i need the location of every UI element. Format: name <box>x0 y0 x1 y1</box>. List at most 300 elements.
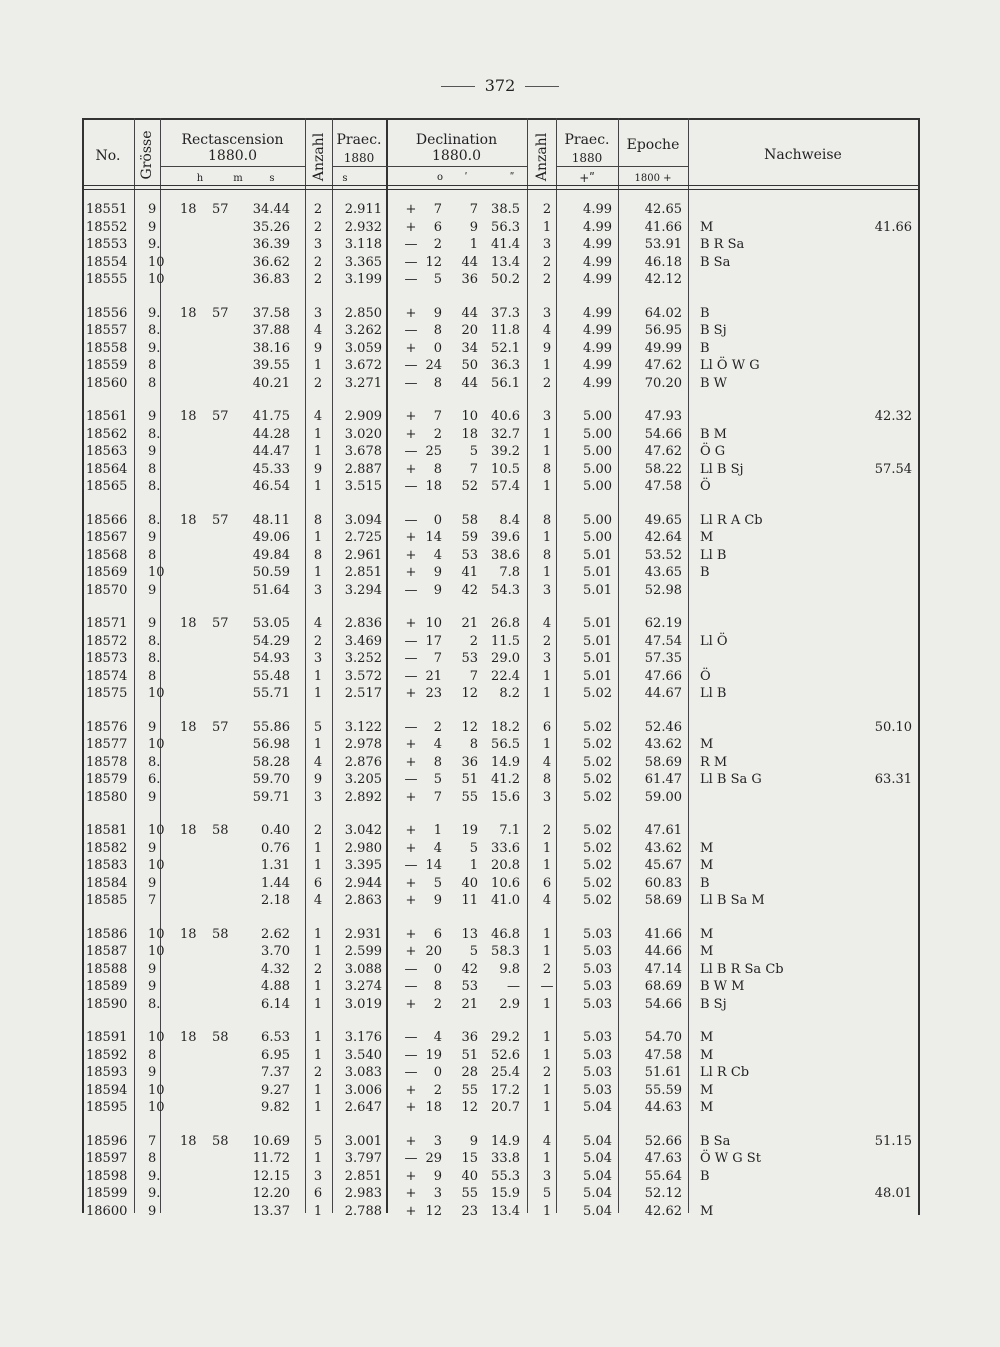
header-ra-unit-m: m <box>233 173 243 184</box>
cell-anzahl: 1 <box>313 1151 323 1166</box>
cell-no: 18588 <box>86 961 128 977</box>
cell-praec-decl: 5.01 <box>583 668 612 684</box>
cell-praec-decl: 4.99 <box>583 340 612 356</box>
cell-decl-sec: 41.2 <box>491 772 520 787</box>
cell-praec-ra: 2.725 <box>344 530 382 545</box>
cell-decl-sec: 29.2 <box>491 1030 520 1045</box>
cell-epoche: 60.83 <box>644 875 682 891</box>
cell-no: 18578 <box>86 754 128 770</box>
cell-decl-min: 53 <box>461 547 478 563</box>
cell-decl-min: 15 <box>461 1151 478 1166</box>
cell-decl-sec: — <box>507 979 520 994</box>
cell-groesse: 10 <box>148 926 165 942</box>
cell-decl-sign: + <box>405 754 417 770</box>
cell-decl-deg: 23 <box>425 686 442 701</box>
cell-praec-ra: 2.978 <box>344 737 382 752</box>
cell-decl-sign: + <box>405 875 417 891</box>
cell-epoche: 46.18 <box>644 254 682 270</box>
cell-praec-decl: 5.02 <box>583 737 612 752</box>
cell-praec-decl: 5.04 <box>583 1100 612 1115</box>
cell-epoche: 56.95 <box>644 323 682 338</box>
cell-decl-sign: + <box>405 840 417 856</box>
cell-decl-min: 18 <box>461 426 478 442</box>
cell-decl-deg: 21 <box>425 668 442 684</box>
header-decl-epoch: 1880.0 <box>432 148 481 164</box>
cell-praec-ra: 3.271 <box>344 375 382 391</box>
cell-anzahl-2: 8 <box>542 547 552 563</box>
cell-anzahl: 6 <box>313 1186 323 1201</box>
cell-praec-decl: 5.02 <box>583 875 612 891</box>
cell-epoche: 55.64 <box>644 1168 682 1184</box>
cell-decl-deg: 2 <box>433 1082 442 1098</box>
page-number <box>0 76 1000 95</box>
cell-praec-ra: 3.059 <box>344 340 382 356</box>
cell-ra-s: 48.11 <box>252 512 290 528</box>
cell-no: 18563 <box>86 444 128 459</box>
cell-anzahl: 1 <box>313 979 323 994</box>
cell-no: 18586 <box>86 926 128 942</box>
cell-decl-deg: 2 <box>433 996 442 1012</box>
cell-epoche: 62.19 <box>644 616 682 631</box>
header-praec-ra: Praec. <box>336 132 382 148</box>
cell-decl-sign: — <box>404 858 418 873</box>
header-no: No. <box>95 148 121 164</box>
cell-decl-min: 9 <box>469 1133 478 1149</box>
cell-decl-sec: 8.2 <box>499 686 520 701</box>
cell-nachweise: Ll B Sj <box>700 461 744 477</box>
cell-no: 18577 <box>86 737 128 752</box>
header-decl-unit-min: ʹ <box>464 172 468 183</box>
cell-decl-sec: 39.6 <box>491 530 520 545</box>
cell-epoche: 52.66 <box>644 1133 682 1149</box>
cell-decl-deg: 6 <box>433 219 442 235</box>
cell-ra-s: 13.37 <box>252 1203 290 1219</box>
cell-no: 18582 <box>86 840 128 856</box>
cell-decl-sec: 25.4 <box>491 1065 520 1080</box>
cell-decl-min: 51 <box>461 1047 478 1063</box>
cell-decl-deg: 9 <box>433 565 442 580</box>
cell-groesse: 9 <box>148 1065 157 1080</box>
cell-no: 18552 <box>86 219 128 235</box>
cell-praec-decl: 5.01 <box>583 547 612 563</box>
cell-decl-sign: — <box>404 1151 418 1166</box>
cell-ra-s: 45.33 <box>252 461 290 477</box>
cell-ra-s: 40.21 <box>252 375 290 391</box>
cell-praec-ra: 2.944 <box>344 875 382 891</box>
cell-groesse: 10 <box>148 565 165 580</box>
cell-no: 18571 <box>86 616 128 631</box>
cell-anzahl-2: 4 <box>542 616 552 631</box>
cell-praec-decl: 5.03 <box>583 926 612 942</box>
cell-praec-decl: 4.99 <box>583 237 612 252</box>
cell-anzahl: 2 <box>313 219 323 235</box>
cell-decl-sign: + <box>405 1186 417 1201</box>
cell-decl-sec: 56.5 <box>491 737 520 752</box>
cell-decl-sign: + <box>405 1082 417 1098</box>
cell-decl-min: 7 <box>469 668 478 684</box>
cell-nachweise: M <box>700 1030 714 1045</box>
cell-ra-m: 58 <box>212 1133 229 1149</box>
cell-decl-sign: — <box>404 375 418 391</box>
cell-ra-s: 54.93 <box>252 651 290 666</box>
cell-nachweise: Ll Ö <box>700 633 728 649</box>
cell-decl-min: 5 <box>469 444 478 459</box>
cell-anzahl-2: 1 <box>542 1047 552 1063</box>
cell-anzahl-2: 2 <box>542 961 552 977</box>
cell-ra-h: 18 <box>180 512 197 528</box>
cell-anzahl-2: 1 <box>542 1100 552 1115</box>
cell-praec-decl: 5.03 <box>583 944 612 959</box>
cell-no: 18600 <box>86 1203 128 1219</box>
cell-nachweise: M <box>700 1100 714 1115</box>
cell-epoche: 47.62 <box>644 358 682 373</box>
cell-decl-sec: 50.2 <box>491 272 520 287</box>
cell-nachweise: Ll B Sa G <box>700 772 762 787</box>
cell-praec-ra: 2.932 <box>344 219 382 235</box>
cell-groesse: 9 <box>148 219 157 235</box>
cell-decl-sec: 38.5 <box>491 202 520 217</box>
cell-epoche: 54.66 <box>644 996 682 1012</box>
cell-decl-deg: 18 <box>425 1100 442 1115</box>
cell-praec-ra: 3.006 <box>344 1082 382 1098</box>
cell-groesse: 8. <box>148 651 161 666</box>
cell-nachweise: M <box>700 840 714 856</box>
cell-anzahl-2: 8 <box>542 512 552 528</box>
cell-anzahl-2: 1 <box>542 530 552 545</box>
cell-groesse: 8 <box>148 461 157 477</box>
cell-ra-h: 18 <box>180 1030 197 1045</box>
praec-decl-unit-rule <box>556 166 688 167</box>
cell-ra-s: 58.28 <box>252 754 290 770</box>
cell-ra-s: 3.70 <box>261 944 290 959</box>
cell-anzahl: 1 <box>313 530 323 545</box>
cell-anzahl-2: 1 <box>542 1203 552 1219</box>
cell-decl-sign: — <box>404 323 418 338</box>
cell-praec-ra: 2.961 <box>344 547 382 563</box>
cell-epoche: 44.67 <box>644 686 682 701</box>
cell-decl-deg: 9 <box>433 582 442 598</box>
cell-groesse: 10 <box>148 272 165 287</box>
cell-no: 18595 <box>86 1100 128 1115</box>
cell-decl-sign: — <box>404 479 418 494</box>
cell-praec-decl: 5.01 <box>583 633 612 649</box>
header-decl-title: Declination <box>415 132 498 148</box>
cell-anzahl: 6 <box>313 875 323 891</box>
cell-extra-epoche: 41.66 <box>874 219 912 235</box>
cell-no: 18559 <box>86 358 128 373</box>
cell-ra-h: 18 <box>180 305 197 321</box>
cell-praec-ra: 2.876 <box>344 754 382 770</box>
cell-no: 18587 <box>86 944 128 959</box>
cell-groesse: 9 <box>148 530 157 545</box>
cell-decl-min: 44 <box>461 375 478 391</box>
cell-groesse: 9. <box>148 237 161 252</box>
cell-anzahl-2: 1 <box>542 1030 552 1045</box>
cell-epoche: 55.59 <box>644 1082 682 1098</box>
cell-extra-epoche: 63.31 <box>874 772 912 787</box>
cell-decl-sec: 38.6 <box>491 547 520 563</box>
cell-ra-s: 54.29 <box>252 633 290 649</box>
cell-decl-min: 9 <box>469 219 478 235</box>
cell-praec-ra: 2.851 <box>344 1168 382 1184</box>
cell-decl-sec: 10.5 <box>491 461 520 477</box>
cell-groesse: 9. <box>148 305 161 321</box>
cell-ra-s: 1.44 <box>261 875 290 891</box>
cell-decl-min: 8 <box>469 737 478 752</box>
cell-anzahl-2: — <box>540 979 554 994</box>
cell-praec-ra: 3.199 <box>344 272 382 287</box>
cell-praec-ra: 3.118 <box>344 237 382 252</box>
cell-decl-deg: 8 <box>433 323 442 338</box>
cell-praec-decl: 4.99 <box>583 323 612 338</box>
cell-epoche: 42.65 <box>644 202 682 217</box>
cell-praec-ra: 2.892 <box>344 789 382 805</box>
cell-nachweise: M <box>700 944 714 959</box>
cell-praec-ra: 3.122 <box>344 719 382 735</box>
cell-decl-sign: + <box>405 823 417 838</box>
cell-no: 18553 <box>86 237 128 252</box>
cell-ra-s: 6.14 <box>261 996 290 1012</box>
cell-decl-min: 34 <box>461 340 478 356</box>
cell-anzahl: 3 <box>313 237 323 252</box>
cell-decl-deg: 7 <box>433 651 442 666</box>
cell-praec-ra: 3.678 <box>344 444 382 459</box>
cell-nachweise: B Sa <box>700 254 731 270</box>
cell-no: 18565 <box>86 479 128 494</box>
cell-anzahl-2: 1 <box>542 668 552 684</box>
cell-anzahl: 2 <box>313 823 323 838</box>
cell-anzahl: 1 <box>313 426 323 442</box>
cell-anzahl: 1 <box>313 926 323 942</box>
cell-ra-h: 18 <box>180 1133 197 1149</box>
cell-decl-min: 12 <box>461 719 478 735</box>
cell-epoche: 49.99 <box>644 340 682 356</box>
cell-decl-min: 44 <box>461 254 478 270</box>
cell-epoche: 47.61 <box>644 823 682 838</box>
header-decl-unit-sec: ʺ <box>509 172 515 183</box>
cell-no: 18585 <box>86 893 128 908</box>
cell-decl-deg: 8 <box>433 754 442 770</box>
cell-decl-min: 20 <box>461 323 478 338</box>
cell-decl-min: 42 <box>461 582 478 598</box>
header-groesse: Grösse <box>139 130 155 180</box>
cell-decl-min: 36 <box>461 754 478 770</box>
cell-praec-ra: 3.294 <box>344 582 382 598</box>
cell-decl-sec: 9.8 <box>499 961 520 977</box>
cell-nachweise: M <box>700 858 714 873</box>
cell-ra-s: 36.39 <box>252 237 290 252</box>
cell-epoche: 47.62 <box>644 444 682 459</box>
cell-praec-decl: 5.00 <box>583 409 612 424</box>
cell-praec-decl: 5.02 <box>583 823 612 838</box>
cell-decl-sec: 37.3 <box>491 305 520 321</box>
cell-epoche: 51.61 <box>644 1065 682 1080</box>
cell-praec-ra: 2.931 <box>344 926 382 942</box>
cell-decl-deg: 9 <box>433 305 442 321</box>
cell-groesse: 9 <box>148 961 157 977</box>
cell-anzahl: 4 <box>313 754 323 770</box>
cell-decl-deg: 18 <box>425 479 442 494</box>
cell-no: 18599 <box>86 1186 128 1201</box>
cell-praec-ra: 2.850 <box>344 305 382 321</box>
cell-ra-s: 7.37 <box>261 1065 290 1080</box>
cell-groesse: 10 <box>148 737 165 752</box>
cell-praec-decl: 5.03 <box>583 996 612 1012</box>
cell-no: 18569 <box>86 565 128 580</box>
header-ra-unit-h: h <box>196 173 204 184</box>
cell-groesse: 9 <box>148 875 157 891</box>
cell-decl-min: 19 <box>461 823 478 838</box>
cell-groesse: 9 <box>148 202 157 217</box>
cell-decl-sign: — <box>404 651 418 666</box>
cell-praec-decl: 5.03 <box>583 1047 612 1063</box>
cell-decl-min: 21 <box>461 996 478 1012</box>
cell-ra-s: 38.16 <box>252 340 290 356</box>
cell-decl-sec: 33.6 <box>491 840 520 856</box>
cell-epoche: 47.54 <box>644 633 682 649</box>
cell-decl-sign: — <box>404 254 418 270</box>
cell-ra-s: 12.15 <box>252 1168 290 1184</box>
cell-praec-decl: 4.99 <box>583 305 612 321</box>
cell-ra-h: 18 <box>180 409 197 424</box>
cell-anzahl: 1 <box>313 1100 323 1115</box>
cell-decl-deg: 0 <box>433 1065 442 1080</box>
cell-anzahl-2: 2 <box>542 823 552 838</box>
cell-decl-sign: + <box>405 926 417 942</box>
cell-groesse: 8 <box>148 547 157 563</box>
cell-decl-sign: — <box>404 444 418 459</box>
cell-no: 18597 <box>86 1151 128 1166</box>
cell-anzahl-2: 1 <box>542 944 552 959</box>
cell-praec-ra: 2.980 <box>344 840 382 856</box>
cell-ra-s: 12.20 <box>252 1186 290 1201</box>
col-sep-anzahl <box>332 118 333 1213</box>
cell-no: 18594 <box>86 1082 128 1098</box>
cell-no: 18568 <box>86 547 128 563</box>
cell-praec-ra: 3.365 <box>344 254 382 270</box>
cell-groesse: 9 <box>148 840 157 856</box>
cell-groesse: 9 <box>148 719 157 735</box>
cell-praec-ra: 3.001 <box>344 1133 382 1149</box>
cell-nachweise: B <box>700 1168 710 1184</box>
cell-decl-deg: 29 <box>425 1151 442 1166</box>
cell-praec-ra: 2.887 <box>344 461 382 477</box>
cell-decl-min: 13 <box>461 926 478 942</box>
cell-anzahl-2: 4 <box>542 1133 552 1149</box>
cell-no: 18581 <box>86 823 128 838</box>
cell-anzahl: 1 <box>313 565 323 580</box>
cell-decl-min: 53 <box>461 979 478 994</box>
cell-decl-min: 55 <box>461 1186 478 1201</box>
cell-no: 18558 <box>86 340 128 356</box>
cell-praec-decl: 5.02 <box>583 789 612 805</box>
cell-decl-sec: 39.2 <box>491 444 520 459</box>
cell-anzahl: 9 <box>313 772 323 787</box>
cell-ra-m: 57 <box>212 409 229 424</box>
cell-decl-deg: 3 <box>433 1186 442 1201</box>
cell-anzahl: 1 <box>313 737 323 752</box>
cell-ra-s: 36.62 <box>252 254 290 270</box>
cell-decl-sign: + <box>405 616 417 631</box>
cell-ra-m: 57 <box>212 202 229 217</box>
cell-decl-sec: 2.9 <box>499 996 520 1012</box>
cell-epoche: 57.35 <box>644 651 682 666</box>
cell-decl-min: 1 <box>469 237 478 252</box>
cell-ra-h: 18 <box>180 823 197 838</box>
cell-ra-s: 44.47 <box>252 444 290 459</box>
cell-praec-ra: 2.517 <box>344 686 382 701</box>
col-sep-decl <box>527 118 528 1213</box>
cell-no: 18598 <box>86 1168 128 1184</box>
cell-praec-ra: 2.788 <box>344 1203 382 1219</box>
cell-groesse: 8 <box>148 358 157 373</box>
col-sep-praec-ra <box>386 118 388 1213</box>
cell-praec-ra: 3.672 <box>344 358 382 373</box>
cell-ra-h: 18 <box>180 719 197 735</box>
cell-decl-sign: + <box>405 996 417 1012</box>
cell-praec-decl: 5.03 <box>583 1030 612 1045</box>
cell-praec-ra: 3.274 <box>344 979 382 994</box>
cell-decl-sec: 15.9 <box>491 1186 520 1201</box>
cell-epoche: 42.64 <box>644 530 682 545</box>
cell-anzahl-2: 4 <box>542 893 552 908</box>
cell-praec-decl: 5.03 <box>583 1065 612 1080</box>
cell-nachweise: B W <box>700 375 728 391</box>
cell-decl-sign: + <box>405 565 417 580</box>
cell-praec-ra: 3.252 <box>344 651 382 666</box>
cell-decl-sign: — <box>404 1030 418 1045</box>
cell-decl-sec: 46.8 <box>491 926 520 942</box>
cell-anzahl-2: 5 <box>542 1186 552 1201</box>
cell-epoche: 49.65 <box>644 512 682 528</box>
cell-groesse: 8 <box>148 1151 157 1166</box>
cell-decl-min: 10 <box>461 409 478 424</box>
cell-decl-sign: + <box>405 893 417 908</box>
cell-decl-min: 50 <box>461 358 478 373</box>
cell-praec-ra: 3.395 <box>344 858 382 873</box>
cell-anzahl-2: 1 <box>542 996 552 1012</box>
cell-decl-min: 41 <box>461 565 478 580</box>
cell-nachweise: Ö G <box>700 444 726 459</box>
cell-decl-sign: + <box>405 944 417 959</box>
col-sep-ra <box>305 118 306 1213</box>
cell-praec-ra: 3.262 <box>344 323 382 338</box>
col-sep-no <box>134 118 135 1213</box>
cell-praec-ra: 2.599 <box>344 944 382 959</box>
cell-decl-deg: 24 <box>425 358 442 373</box>
cell-praec-ra: 3.019 <box>344 996 382 1012</box>
cell-groesse: 8 <box>148 375 157 391</box>
ra-unit-rule <box>160 166 305 167</box>
cell-groesse: 8. <box>148 512 161 528</box>
cell-decl-deg: 4 <box>433 547 442 563</box>
cell-praec-decl: 5.04 <box>583 1168 612 1184</box>
cell-decl-min: 2 <box>469 633 478 649</box>
cell-epoche: 43.65 <box>644 565 682 580</box>
cell-groesse: 8. <box>148 633 161 649</box>
cell-decl-deg: 6 <box>433 926 442 942</box>
cell-decl-sign: + <box>405 530 417 545</box>
cell-anzahl: 1 <box>313 1203 323 1219</box>
cell-nachweise: Ll Ö W G <box>700 358 760 373</box>
cell-decl-deg: 0 <box>433 340 442 356</box>
cell-decl-sec: 11.8 <box>491 323 520 338</box>
cell-decl-min: 23 <box>461 1203 478 1219</box>
cell-ra-m: 57 <box>212 305 229 321</box>
cell-praec-ra: 3.088 <box>344 961 382 977</box>
cell-decl-sign: + <box>405 1133 417 1149</box>
cell-nachweise: B R Sa <box>700 237 745 252</box>
